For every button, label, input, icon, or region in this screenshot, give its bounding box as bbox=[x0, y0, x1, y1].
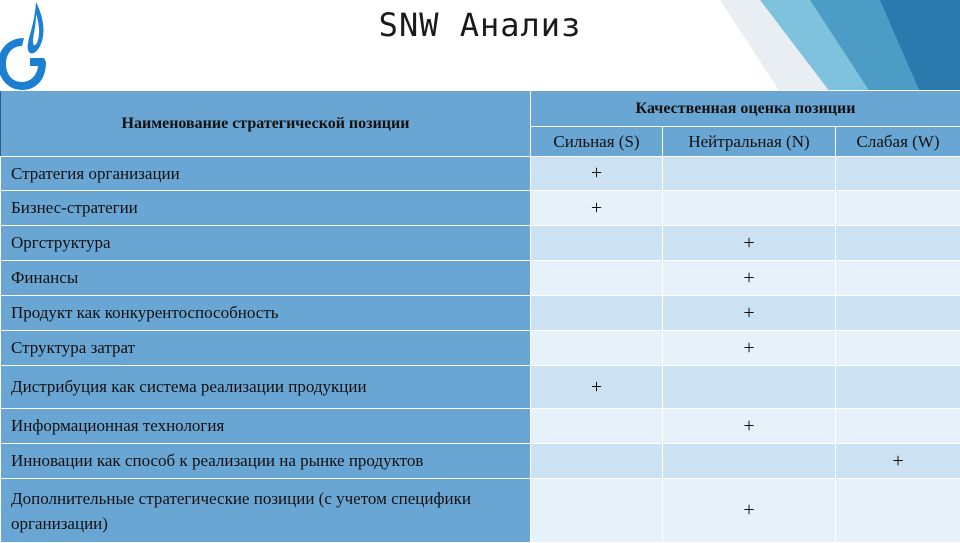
mark-weak bbox=[836, 157, 960, 191]
mark-neutral bbox=[663, 191, 836, 226]
mark-weak bbox=[836, 409, 960, 444]
mark-strong bbox=[531, 444, 663, 479]
table-row bbox=[1, 157, 960, 191]
snw-table bbox=[0, 90, 960, 543]
mark-strong bbox=[531, 409, 663, 444]
mark-weak bbox=[836, 191, 960, 226]
mark-neutral: + bbox=[663, 261, 836, 296]
mark-strong: + bbox=[531, 191, 663, 226]
mark-weak bbox=[836, 331, 960, 366]
mark-strong bbox=[531, 296, 663, 331]
mark-neutral: + bbox=[663, 331, 836, 366]
table-row bbox=[1, 261, 960, 296]
row-name: Дистрибуция как система реализации продукции bbox=[1, 366, 531, 409]
table-row bbox=[1, 296, 960, 331]
mark-neutral: + bbox=[663, 409, 836, 444]
header-position-name: Наименование стратегической позиции bbox=[1, 91, 531, 157]
table-row bbox=[1, 409, 960, 444]
table-row bbox=[1, 191, 960, 226]
mark-neutral bbox=[663, 157, 836, 191]
mark-strong bbox=[531, 331, 663, 366]
mark-strong bbox=[531, 226, 663, 261]
row-name: Стратегия организации bbox=[1, 157, 531, 191]
table-row bbox=[1, 366, 960, 409]
row-name: Бизнес-стратегии bbox=[1, 191, 531, 226]
row-name: Финансы bbox=[1, 261, 531, 296]
mark-weak bbox=[836, 261, 960, 296]
mark-neutral bbox=[663, 366, 836, 409]
row-name: Оргструктура bbox=[1, 226, 531, 261]
table-row bbox=[1, 331, 960, 366]
mark-neutral: + bbox=[663, 296, 836, 331]
row-name: Структура затрат bbox=[1, 331, 531, 366]
mark-strong: + bbox=[531, 157, 663, 191]
mark-weak: + bbox=[836, 444, 960, 479]
table-row bbox=[1, 444, 960, 479]
mark-strong bbox=[531, 479, 663, 543]
row-name: Информационная технология bbox=[1, 409, 531, 444]
table-row bbox=[1, 226, 960, 261]
mark-neutral bbox=[663, 444, 836, 479]
header-quality-assessment: Качественная оценка позиции bbox=[531, 91, 960, 127]
table-row bbox=[1, 479, 960, 543]
mark-neutral: + bbox=[663, 226, 836, 261]
mark-weak bbox=[836, 366, 960, 409]
column-header-strong: Сильная (S) bbox=[531, 127, 663, 157]
row-name: Дополнительные стратегические позиции (с учетом специфики организации) bbox=[1, 479, 531, 543]
mark-weak bbox=[836, 226, 960, 261]
row-name: Продукт как конкурентоспособность bbox=[1, 296, 531, 331]
mark-strong: + bbox=[531, 366, 663, 409]
page-title: SNW Анализ bbox=[0, 6, 960, 44]
mark-strong bbox=[531, 261, 663, 296]
column-header-weak: Слабая (W) bbox=[836, 127, 960, 157]
mark-weak bbox=[836, 296, 960, 331]
column-header-neutral: Нейтральная (N) bbox=[663, 127, 836, 157]
mark-neutral: + bbox=[663, 479, 836, 543]
row-name: Инновации как способ к реализации на рынке продуктов bbox=[1, 444, 531, 479]
mark-weak bbox=[836, 479, 960, 543]
